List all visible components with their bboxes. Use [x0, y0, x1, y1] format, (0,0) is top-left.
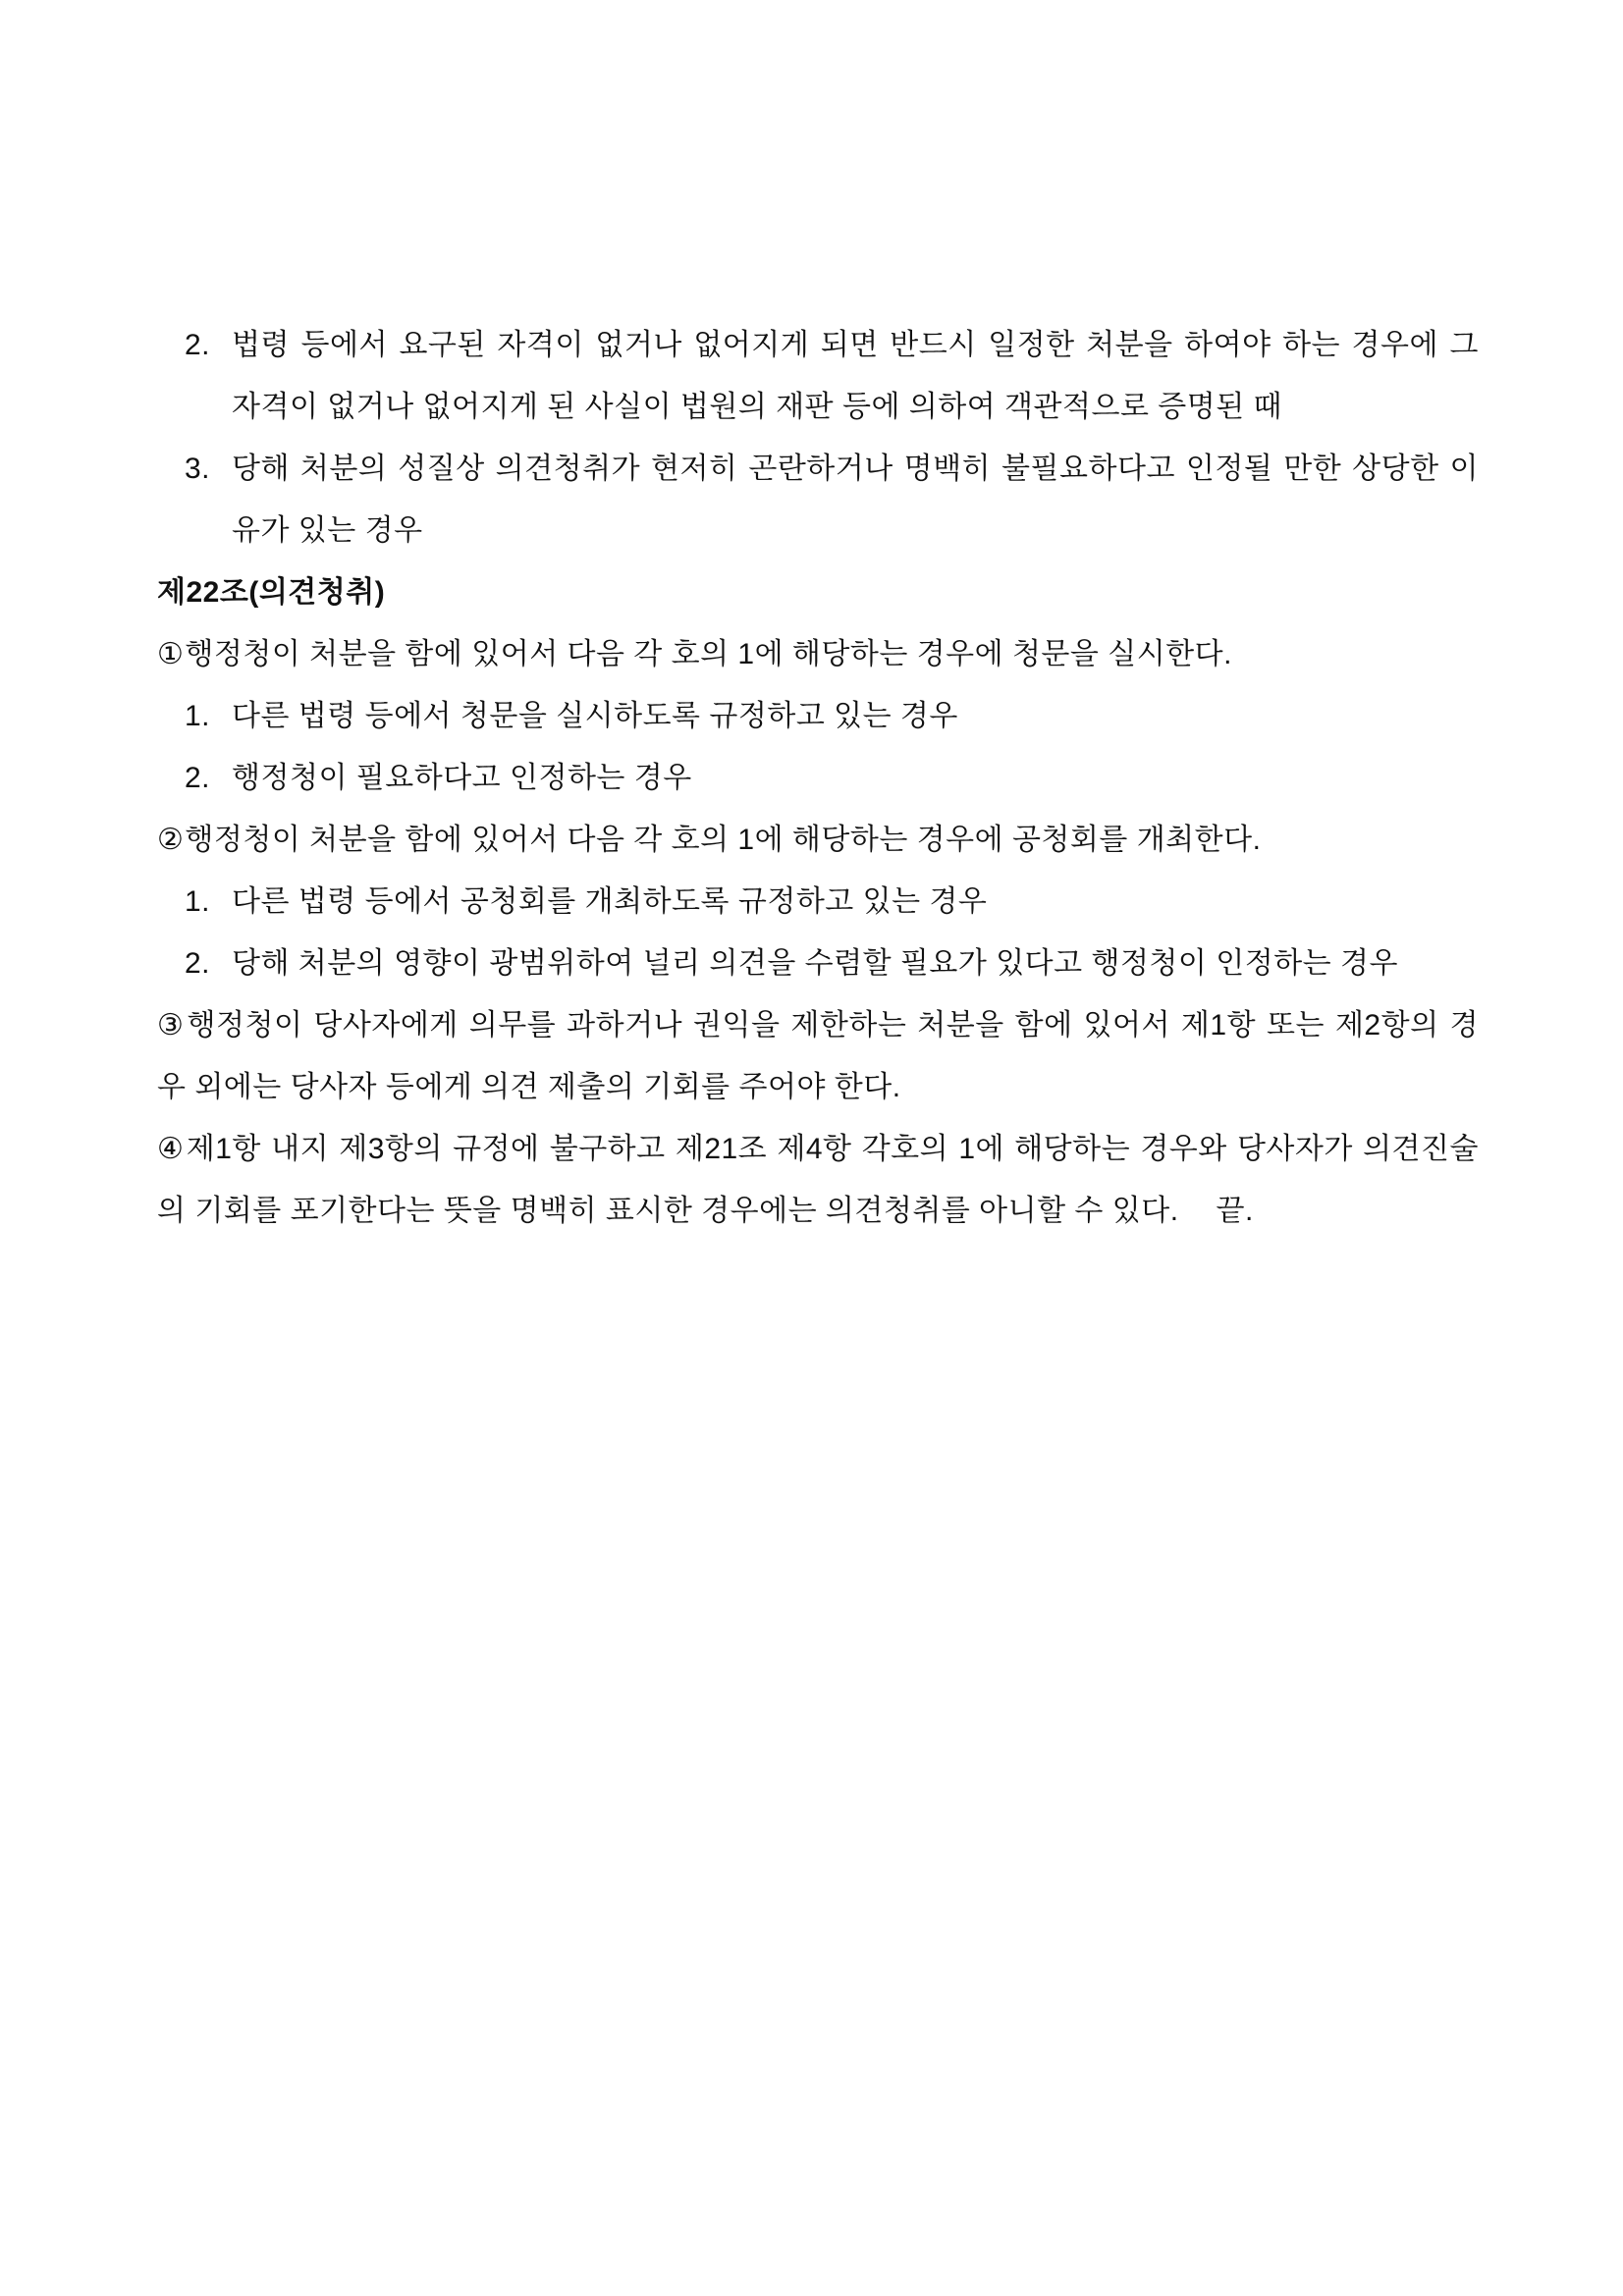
- clause-marker: ③: [157, 1009, 187, 1041]
- list-item: [157, 747, 1479, 809]
- clause-text: 행정청이 당사자에게 의무를 과하거나 권익을 제한하는 처분을 함에 있어서 제1항 또는 제2항의 경우 외에는 당사자 등에게 의견 제출의 기회를 주어야 한다.: [157, 1009, 1479, 1103]
- item-text: 행정청이 필요하다고 인정하는 경우: [232, 762, 692, 794]
- article-heading: 제22조(의견청취): [157, 576, 386, 609]
- document-end-mark: 끝.: [1216, 1195, 1254, 1227]
- clause-marker: ④: [157, 1133, 186, 1165]
- item-text: 법령 등에서 요구된 자격이 없거나 없어지게 되면 반드시 일정한 처분을 하여야 하는 경우에 그 자격이 없거나 없어지게 된 사실이 법원의 재판 등에 의하여 객관적으로 증명된 때: [232, 329, 1479, 423]
- clause-paragraph: [157, 1118, 1479, 1242]
- clause-paragraph: [157, 809, 1479, 871]
- clause-marker: ②: [157, 824, 185, 856]
- list-item: [157, 871, 1479, 933]
- item-number: 2.: [185, 762, 211, 794]
- item-text: 다른 법령 등에서 청문을 실시하도록 규정하고 있는 경우: [232, 700, 958, 732]
- clause-text: 행정청이 처분을 함에 있어서 다음 각 호의 1에 해당하는 경우에 청문을 실시한다.: [185, 638, 1232, 670]
- clause-text: 제1항 내지 제3항의 규정에 불구하고 제21조 제4항 각호의 1에 해당하는 경우와 당사자가 의견진술의 기회를 포기한다는 뜻을 명백히 표시한 경우에는 의견청취를 아니할 수 있다.: [157, 1133, 1479, 1227]
- item-number: 1.: [185, 700, 211, 732]
- document-content: [157, 314, 1479, 1242]
- clause-marker: ①: [157, 638, 185, 670]
- item-number: 2.: [185, 947, 211, 980]
- list-item: [157, 314, 1479, 438]
- item-number: 1.: [185, 885, 211, 918]
- item-text: 당해 처분의 성질상 의견청취가 현저히 곤란하거나 명백히 불필요하다고 인정될 만한 상당한 이유가 있는 경우: [232, 453, 1479, 547]
- list-item: [157, 933, 1479, 994]
- clause-text: 행정청이 처분을 함에 있어서 다음 각 호의 1에 해당하는 경우에 공청회를 개최한다.: [185, 824, 1262, 856]
- list-item: [157, 438, 1479, 561]
- clause-paragraph: [157, 994, 1479, 1118]
- item-text: 당해 처분의 영향이 광범위하여 널리 의견을 수렴할 필요가 있다고 행정청이 인정하는 경우: [232, 947, 1398, 980]
- item-number: 2.: [185, 329, 211, 361]
- clause-paragraph: [157, 623, 1479, 685]
- list-item: [157, 685, 1479, 747]
- item-number: 3.: [185, 453, 211, 485]
- item-text: 다른 법령 등에서 공청회를 개최하도록 규정하고 있는 경우: [232, 885, 988, 918]
